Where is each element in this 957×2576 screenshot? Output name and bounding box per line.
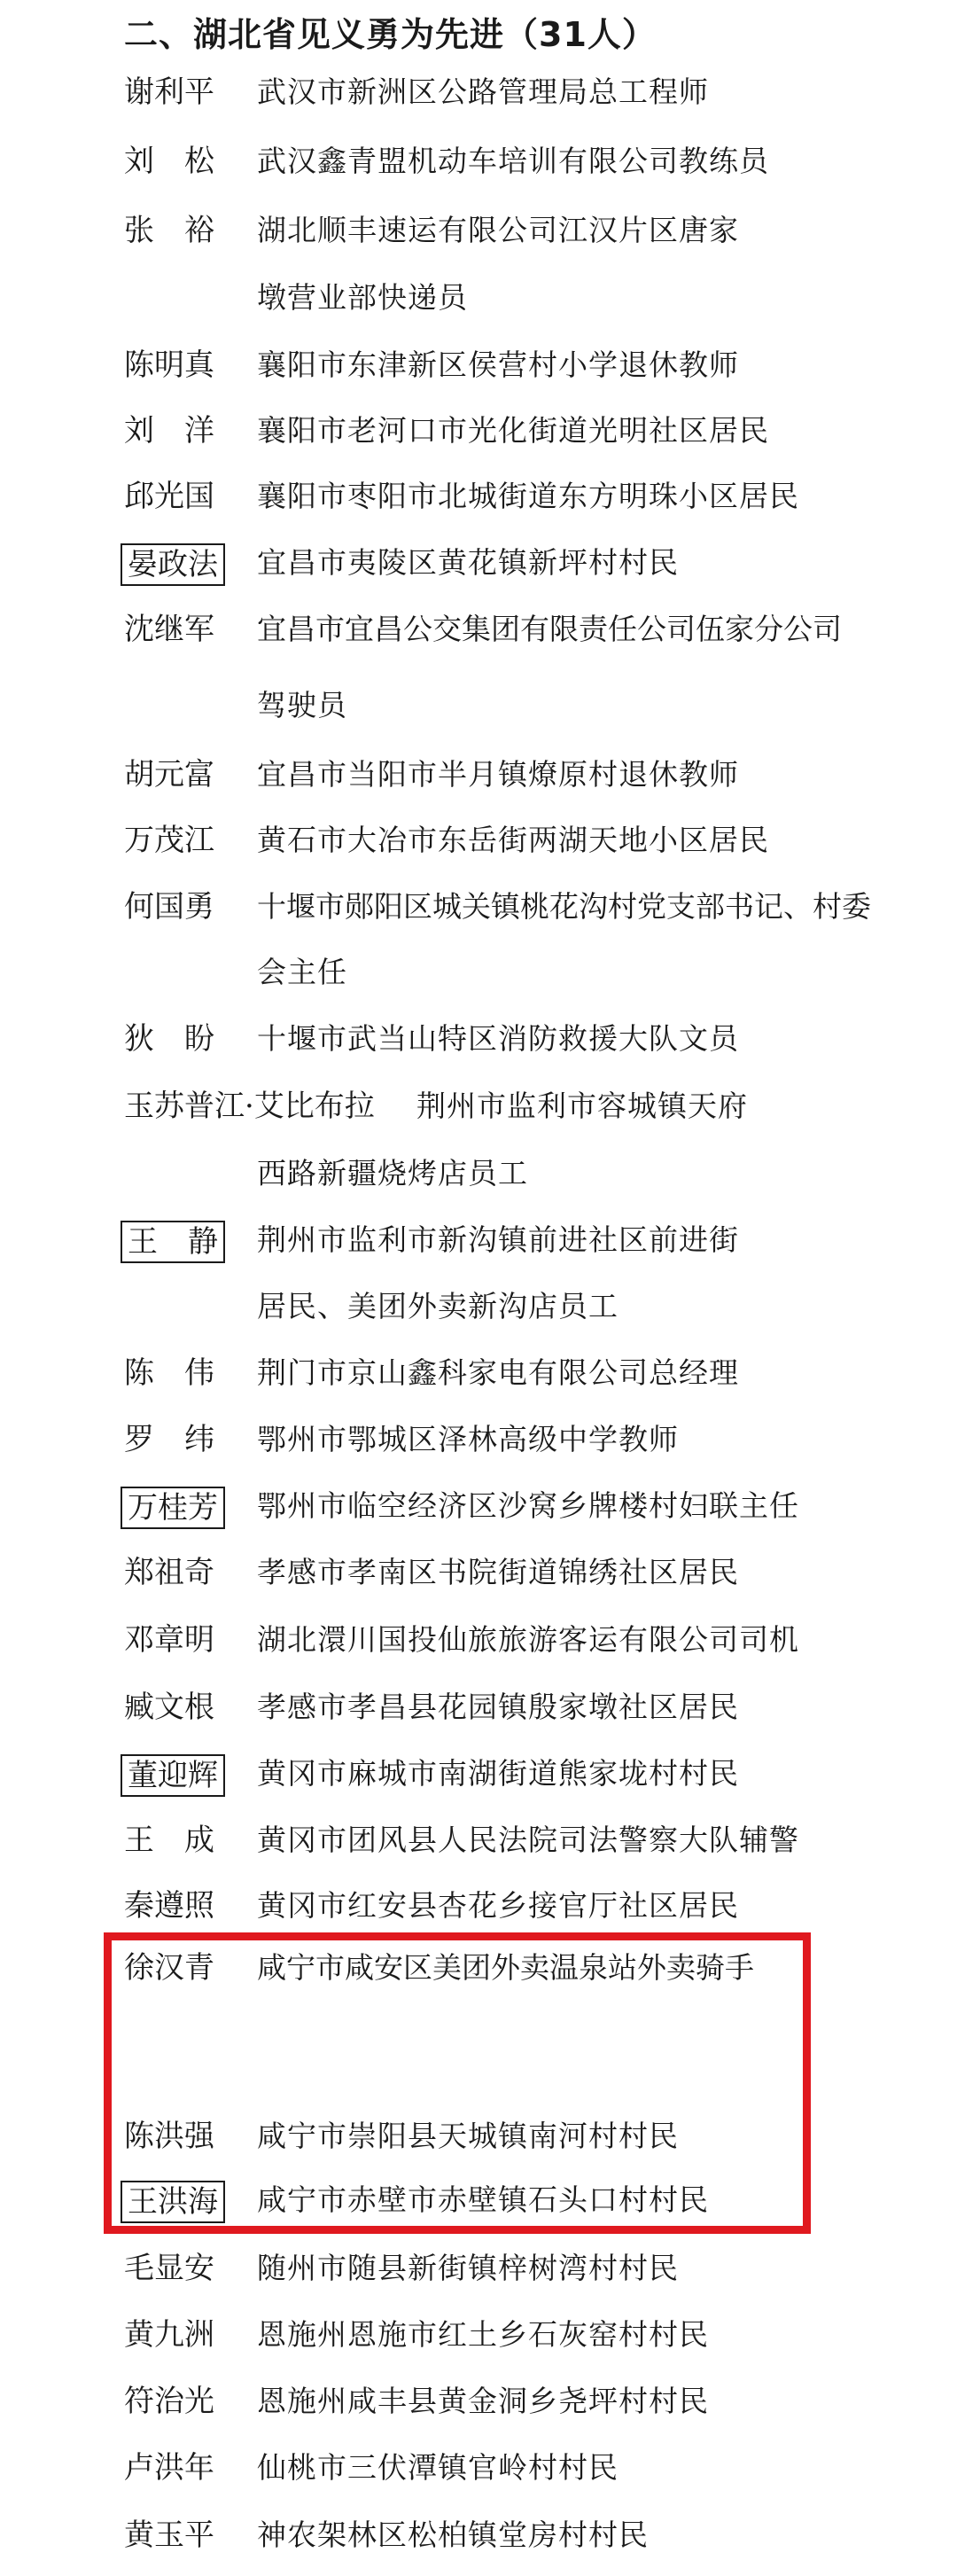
entry-desc-continued: 墩营业部快递员 bbox=[257, 280, 468, 315]
entry-name: 玉苏普江·艾比布拉 bbox=[124, 1089, 375, 1124]
entry-name-boxed: 王洪海 bbox=[121, 2181, 225, 2223]
entry-desc: 宜昌市当阳市半月镇燎原村退休教师 bbox=[257, 757, 739, 792]
entry-name: 王 成 bbox=[124, 1823, 214, 1858]
entry-desc: 黄冈市团风县人民法院司法警察大队辅警 bbox=[257, 1823, 799, 1857]
entry-desc: 咸宁市咸安区美团外卖温泉站外卖骑手 bbox=[257, 1950, 754, 1985]
entry-desc: 湖北澴川国投仙旅旅游客运有限公司司机 bbox=[257, 1622, 799, 1657]
entry-desc: 孝感市孝南区书院街道锦绣社区居民 bbox=[257, 1555, 739, 1589]
entry-desc: 湖北顺丰速运有限公司江汉片区唐家 bbox=[257, 213, 739, 247]
entry-name-boxed: 晏政法 bbox=[121, 543, 225, 586]
entry-desc: 咸宁市赤壁市赤壁镇石头口村村民 bbox=[257, 2182, 709, 2217]
entry-name: 臧文根 bbox=[124, 1690, 214, 1725]
entry-desc: 荆州市监利市新沟镇前进社区前进街 bbox=[257, 1222, 739, 1257]
entry-desc: 随州市随县新街镇梓树湾村村民 bbox=[257, 2251, 679, 2285]
entry-name: 沈继军 bbox=[124, 612, 214, 647]
entry-name: 张 裕 bbox=[124, 213, 214, 248]
entry-desc: 宜昌市夷陵区黄花镇新坪村村民 bbox=[257, 545, 679, 580]
entry-desc-continued: 会主任 bbox=[257, 955, 347, 989]
entry-desc: 鄂州市鄂城区泽林高级中学教师 bbox=[257, 1422, 679, 1456]
entry-desc: 黄冈市麻城市南湖街道熊家垅村村民 bbox=[257, 1756, 739, 1791]
entry-name: 符治光 bbox=[124, 2384, 214, 2419]
entry-name: 谢利平 bbox=[124, 74, 214, 110]
entry-desc: 黄石市大冶市东岳街两湖天地小区居民 bbox=[257, 823, 769, 857]
entry-name: 万茂江 bbox=[124, 823, 214, 858]
entry-desc: 襄阳市老河口市光化街道光明社区居民 bbox=[257, 413, 769, 448]
entry-name: 秦遵照 bbox=[124, 1888, 214, 1924]
entry-name-boxed: 王 静 bbox=[121, 1221, 225, 1263]
entry-name: 陈 伟 bbox=[124, 1355, 214, 1391]
entry-desc: 恩施州恩施市红土乡石灰窑村村民 bbox=[257, 2317, 709, 2352]
entry-name-boxed: 董迎辉 bbox=[121, 1754, 225, 1797]
entry-desc: 咸宁市崇阳县天城镇南河村村民 bbox=[257, 2119, 679, 2153]
entry-name: 邓章明 bbox=[124, 1622, 214, 1658]
entry-name: 刘 洋 bbox=[124, 413, 214, 449]
entry-name-boxed: 万桂芳 bbox=[121, 1487, 225, 1529]
entry-desc: 黄冈市红安县杏花乡接官厅社区居民 bbox=[257, 1888, 739, 1923]
entry-desc: 神农架林区松柏镇堂房村村民 bbox=[257, 2517, 649, 2552]
entry-name: 郑祖奇 bbox=[124, 1555, 214, 1590]
entry-name: 邱光国 bbox=[124, 479, 214, 514]
entry-desc: 鄂州市临空经济区沙窝乡牌楼村妇联主任 bbox=[257, 1488, 799, 1523]
entry-desc: 武汉鑫青盟机动车培训有限公司教练员 bbox=[257, 144, 769, 178]
entry-name: 黄九洲 bbox=[124, 2317, 214, 2353]
entry-name: 陈洪强 bbox=[124, 2119, 214, 2154]
entry-desc-continued: 驾驶员 bbox=[257, 688, 347, 722]
entry-desc: 襄阳市枣阳市北城街道东方明珠小区居民 bbox=[257, 479, 799, 513]
entry-name: 罗 纬 bbox=[124, 1422, 214, 1457]
entry-name: 毛显安 bbox=[124, 2251, 214, 2286]
entry-desc: 孝感市孝昌县花园镇殷家墩社区居民 bbox=[257, 1690, 739, 1724]
section-title: 二、湖北省见义勇为先进（31人） bbox=[124, 15, 657, 54]
entry-name: 黄玉平 bbox=[124, 2517, 214, 2553]
entry-desc: 荆门市京山鑫科家电有限公司总经理 bbox=[257, 1355, 739, 1390]
entry-desc: 荆州市监利市容城镇天府 bbox=[416, 1089, 748, 1123]
entry-name: 徐汉青 bbox=[124, 1950, 214, 1986]
entry-desc: 十堰市武当山特区消防救援大队文员 bbox=[257, 1021, 739, 1056]
entry-name: 狄 盼 bbox=[124, 1021, 214, 1057]
entry-name: 胡元富 bbox=[124, 757, 214, 792]
entry-desc: 宜昌市宜昌公交集团有限责任公司伍家分公司 bbox=[257, 612, 842, 646]
entry-name: 陈明真 bbox=[124, 347, 214, 383]
entry-name: 刘 松 bbox=[124, 144, 214, 179]
entry-desc-continued: 西路新疆烧烤店员工 bbox=[257, 1156, 528, 1190]
entry-name: 卢洪年 bbox=[124, 2450, 214, 2486]
entry-desc: 仙桃市三伏潭镇官岭村村民 bbox=[257, 2450, 619, 2485]
entry-desc: 襄阳市东津新区侯营村小学退休教师 bbox=[257, 347, 739, 382]
entry-desc-continued: 居民、美团外卖新沟店员工 bbox=[257, 1289, 619, 1323]
entry-desc: 武汉市新洲区公路管理局总工程师 bbox=[257, 74, 709, 109]
entry-desc: 恩施州咸丰县黄金洞乡尧坪村村民 bbox=[257, 2384, 709, 2418]
entry-name: 何国勇 bbox=[124, 889, 214, 925]
entry-desc: 十堰市郧阳区城关镇桃花沟村党支部书记、村委 bbox=[257, 889, 871, 924]
